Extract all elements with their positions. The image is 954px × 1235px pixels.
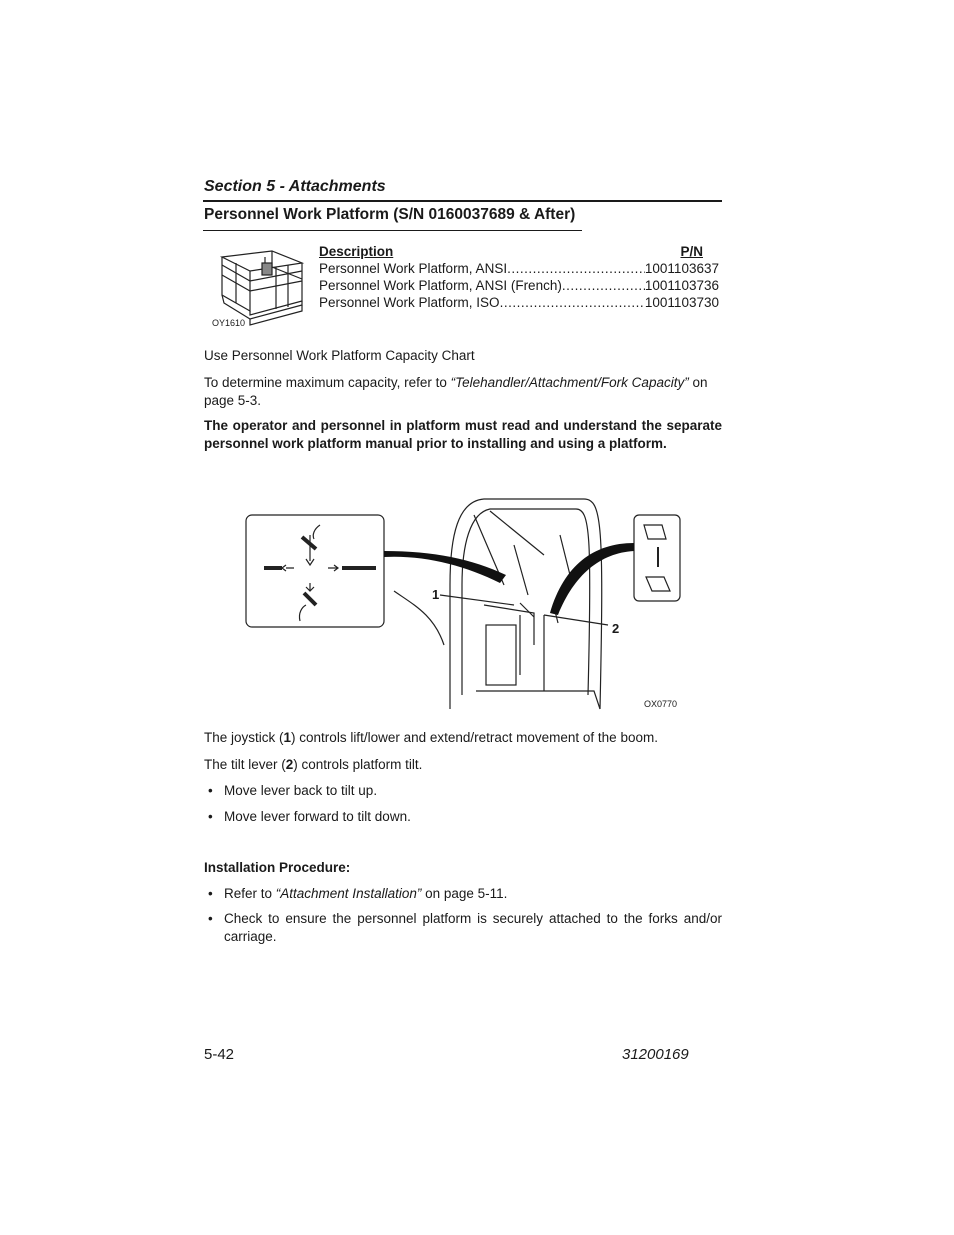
tilt-text-prefix: The tilt lever ( — [204, 757, 286, 772]
callout-2: 2 — [612, 621, 620, 636]
capacity-reference-suffix: on page 5-3. — [204, 375, 708, 408]
list-item — [208, 885, 722, 903]
joystick-callout-number: 1 — [283, 730, 292, 745]
step1-prefix: Refer to — [224, 886, 276, 901]
section-divider — [203, 200, 722, 202]
list-item — [208, 808, 722, 826]
leader-dots — [500, 294, 645, 311]
parts-table-header — [319, 243, 719, 260]
bullet-icon: • — [208, 783, 213, 798]
step1-suffix: on page 5-11. — [421, 886, 508, 901]
attachment-installation-link[interactable]: “Attachment Installation” — [275, 886, 422, 901]
document-number: 31200169 — [622, 1046, 689, 1063]
part-number: 1001103736 — [644, 278, 719, 293]
list-item-text: Move lever back to tilt up. — [224, 783, 378, 798]
list-item-text: Check to ensure the personnel platform is securely attached to the forks and/or carriage. — [224, 911, 722, 944]
part-description: Personnel Work Platform, ISO — [319, 295, 500, 310]
bullet-icon: • — [208, 886, 213, 901]
tilt-callout-number: 2 — [285, 757, 294, 772]
list-item — [208, 782, 722, 800]
part-number: 1001103730 — [644, 295, 719, 310]
parts-table-row — [319, 277, 719, 294]
capacity-chart-note: Use Personnel Work Platform Capacity Chart — [204, 348, 475, 363]
tilt-text-suffix: ) controls platform tilt. — [293, 757, 423, 772]
tilt-description — [204, 756, 722, 774]
parts-table-row — [319, 260, 719, 277]
bullet-icon: • — [208, 911, 213, 926]
cab-controls-illustration — [244, 495, 684, 717]
list-item-text: Move lever forward to tilt down. — [224, 809, 411, 824]
joystick-text-suffix: ) controls lift/lower and extend/retract movement of the boom. — [291, 730, 658, 745]
title-underline — [203, 230, 582, 231]
description-column-header: Description — [319, 244, 394, 259]
pn-column-header: P/N — [680, 244, 703, 259]
leader-dots — [562, 277, 645, 294]
part-number: 1001103637 — [644, 261, 719, 276]
callout-1: 1 — [432, 587, 440, 602]
section-title: Section 5 - Attachments — [204, 178, 386, 195]
warning-text: The operator and personnel in platform must read and understand the separate personnel work platform manual prior to installing and using a platform. — [204, 418, 722, 451]
capacity-reference-link[interactable]: “Telehandler/Attachment/Fork Capacity” — [450, 375, 689, 390]
leader-dots — [507, 260, 645, 277]
part-description: Personnel Work Platform, ANSI (French) — [319, 278, 562, 293]
capacity-reference-prefix: To determine maximum capacity, refer to — [204, 375, 451, 390]
capacity-reference — [204, 374, 722, 409]
page-number: 5-42 — [204, 1046, 235, 1063]
joystick-text-prefix: The joystick ( — [204, 730, 284, 745]
parts-table — [319, 243, 719, 311]
cab-figure-label: OX0770 — [644, 699, 678, 709]
bullet-icon: • — [208, 809, 213, 824]
joystick-description — [204, 729, 722, 747]
list-item-text — [224, 885, 722, 903]
part-description: Personnel Work Platform, ANSI — [319, 261, 508, 276]
platform-figure-label: OY1610 — [212, 318, 246, 328]
page-title: Personnel Work Platform (S/N 0160037689 & After) — [204, 206, 576, 223]
installation-heading: Installation Procedure: — [204, 860, 351, 875]
list-item — [208, 910, 722, 945]
parts-table-row — [319, 294, 719, 311]
